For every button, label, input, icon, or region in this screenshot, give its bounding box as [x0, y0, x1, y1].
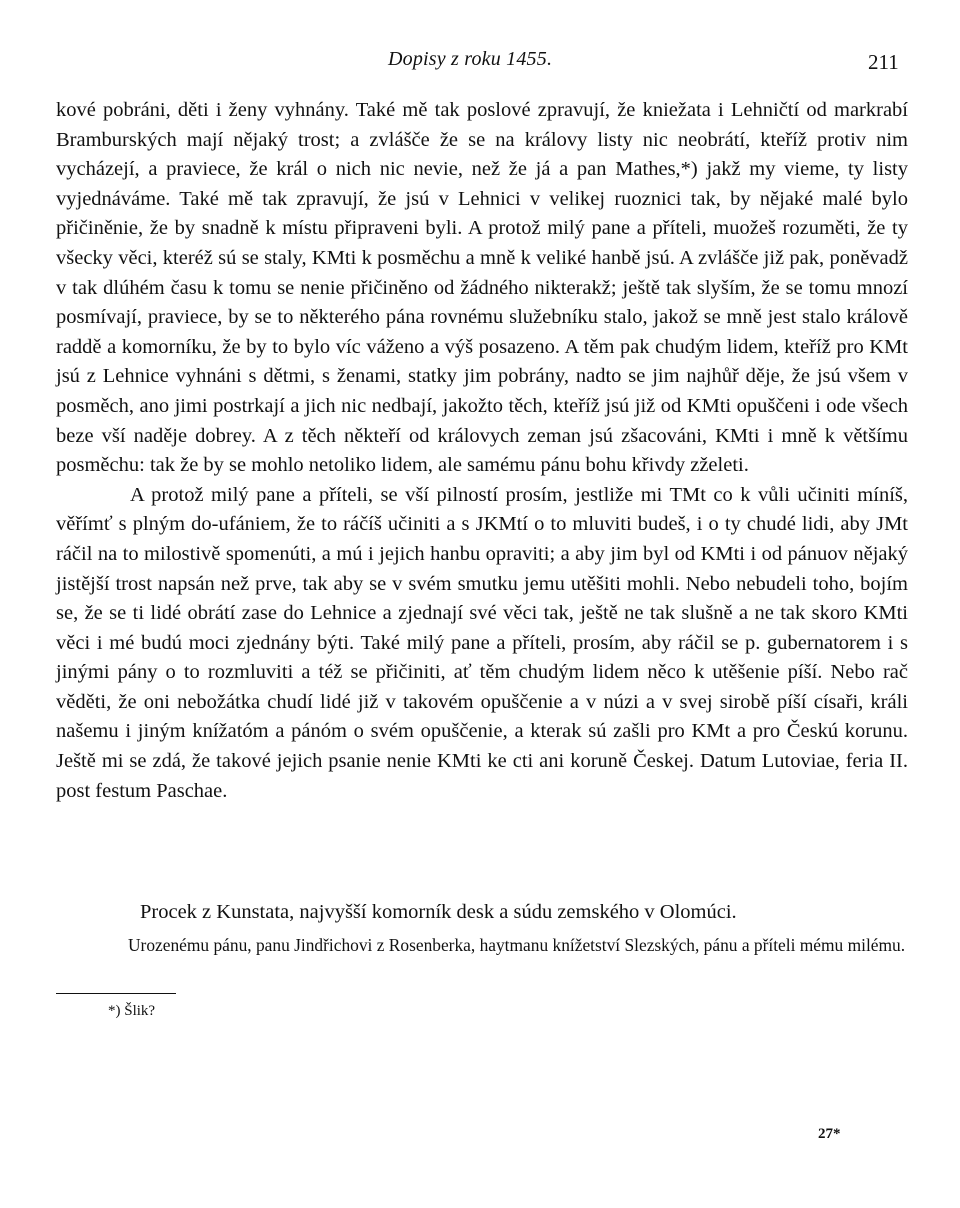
- paragraph: kové pobráni, děti i ženy vyhnány. Také mě tak poslové zpravují, že kniežata i Lehničtí od markrabí Bramburských mají nějaký trost; a zvlášče že se na královy listy nic neobrátí, kteříž protiv nim vycházejí, a praviece, že král o nich nic nevie, než že já a pan Mathes,*) jakž my vieme, ty listy vyjednáváme. Také mě tak zpravují, že jsú v Lehnici v velikej ruoznici tak, by nějaké malé bylo přičiněnie, že by snadně k místu připraveni byli. A protož milý pane a příteli, muožeš rozuměti, že ty všecky věci, kteréž sú se staly, KMti k posměchu a mně k veliké hanbě jsú. A zvlášče již pak, poněvadž v tak dlúhém času k tomu se nenie přičiněno od žádného nikterakž; ještě tak slyším, že se tomu mnozí posmívají, praviece, by se to některého pána rovnému služebníku stalo, jakož se mně jest stalo králově raddě a komorníku, že by to bylo víc váženo a výš posazeno. A těm pak chudým lidem, kteříž pro KMt jsú z Lehnice vyhnáni s dětmi, s ženami, statky jim pobrány, nadto se jim najhůř děje, že jsú všem v posměch, ano jimi postrkají a jich nic nedbají, jakožto těch, kteříž jsú již od KMti opuščeni i ode všech beze vší naděje dobrey. A z těch někteří od královych zeman jsú zšacováni, KMti i mně k většímu posměchu: tak že by se mohlo netoliko lidem, ale samému pánu bohu křivdy zželeti.: [56, 99, 908, 477]
- paragraph: A protož milý pane a příteli, se vší pilností prosím, jestliže mi TMt co k vůli učiniti míníš, věřímť s plným do-ufániem, že to ráčíš učiniti a s JKMtí o to mluviti budeš, i o ty chudé lidi, aby JMt ráčil na to milostivě spomenúti, a mú i jejich hanbu opraviti; a aby jim byl od KMti i od pánuov nějaký jistější trost napsán než prve, tak aby se v svém smutku jemu utěšiti mohli. Nebo nebudeli toho, bojím se, že se ti lidé obrátí zase do Lehnice a zjednají své věci tak, ještě ne tak slušně a ne tak skoro KMti věci i mé budú moci zjednány býti. Také milý pane a příteli, prosím, aby ráčil se p. gubernatorem i s jinými pány o to rozmluviti a též se přičiniti, ať těm chudým lidem něco k utěšenie píší. Nebo rač věděti, že oni nebožátka chudí lidé již v takovém opuščenie a v núzi a v svej sirobě píší císaři, králi našemu i jiným knížatóm a pánóm o svém opuščenie, a kterak sú zašli pro KMt a pro Českú korunu. Ještě mi se zdá, že takové jejich psanie nenie KMti ke cti ani koruně Českej. Datum Lutoviae, feria II. post festum Paschae.: [56, 483, 908, 802]
- letter-signature: Procek z Kunstata, najvyšší komorník desk a súdu zemského v Olomúci.: [140, 901, 737, 923]
- footnote: *) Šlik?: [108, 1003, 156, 1019]
- letter-body: [56, 96, 908, 806]
- running-title: Dopisy z roku 1455.: [388, 48, 553, 70]
- footnote-divider: [56, 993, 176, 994]
- printer-signature-mark: 27*: [818, 1126, 841, 1142]
- page-number: 211: [868, 50, 899, 74]
- letter-address: Urozenému pánu, panu Jindřichovi z Rosenberka, haytmanu knížetství Slezských, pánu a příteli mému milému.: [128, 935, 906, 955]
- running-head: [0, 44, 960, 74]
